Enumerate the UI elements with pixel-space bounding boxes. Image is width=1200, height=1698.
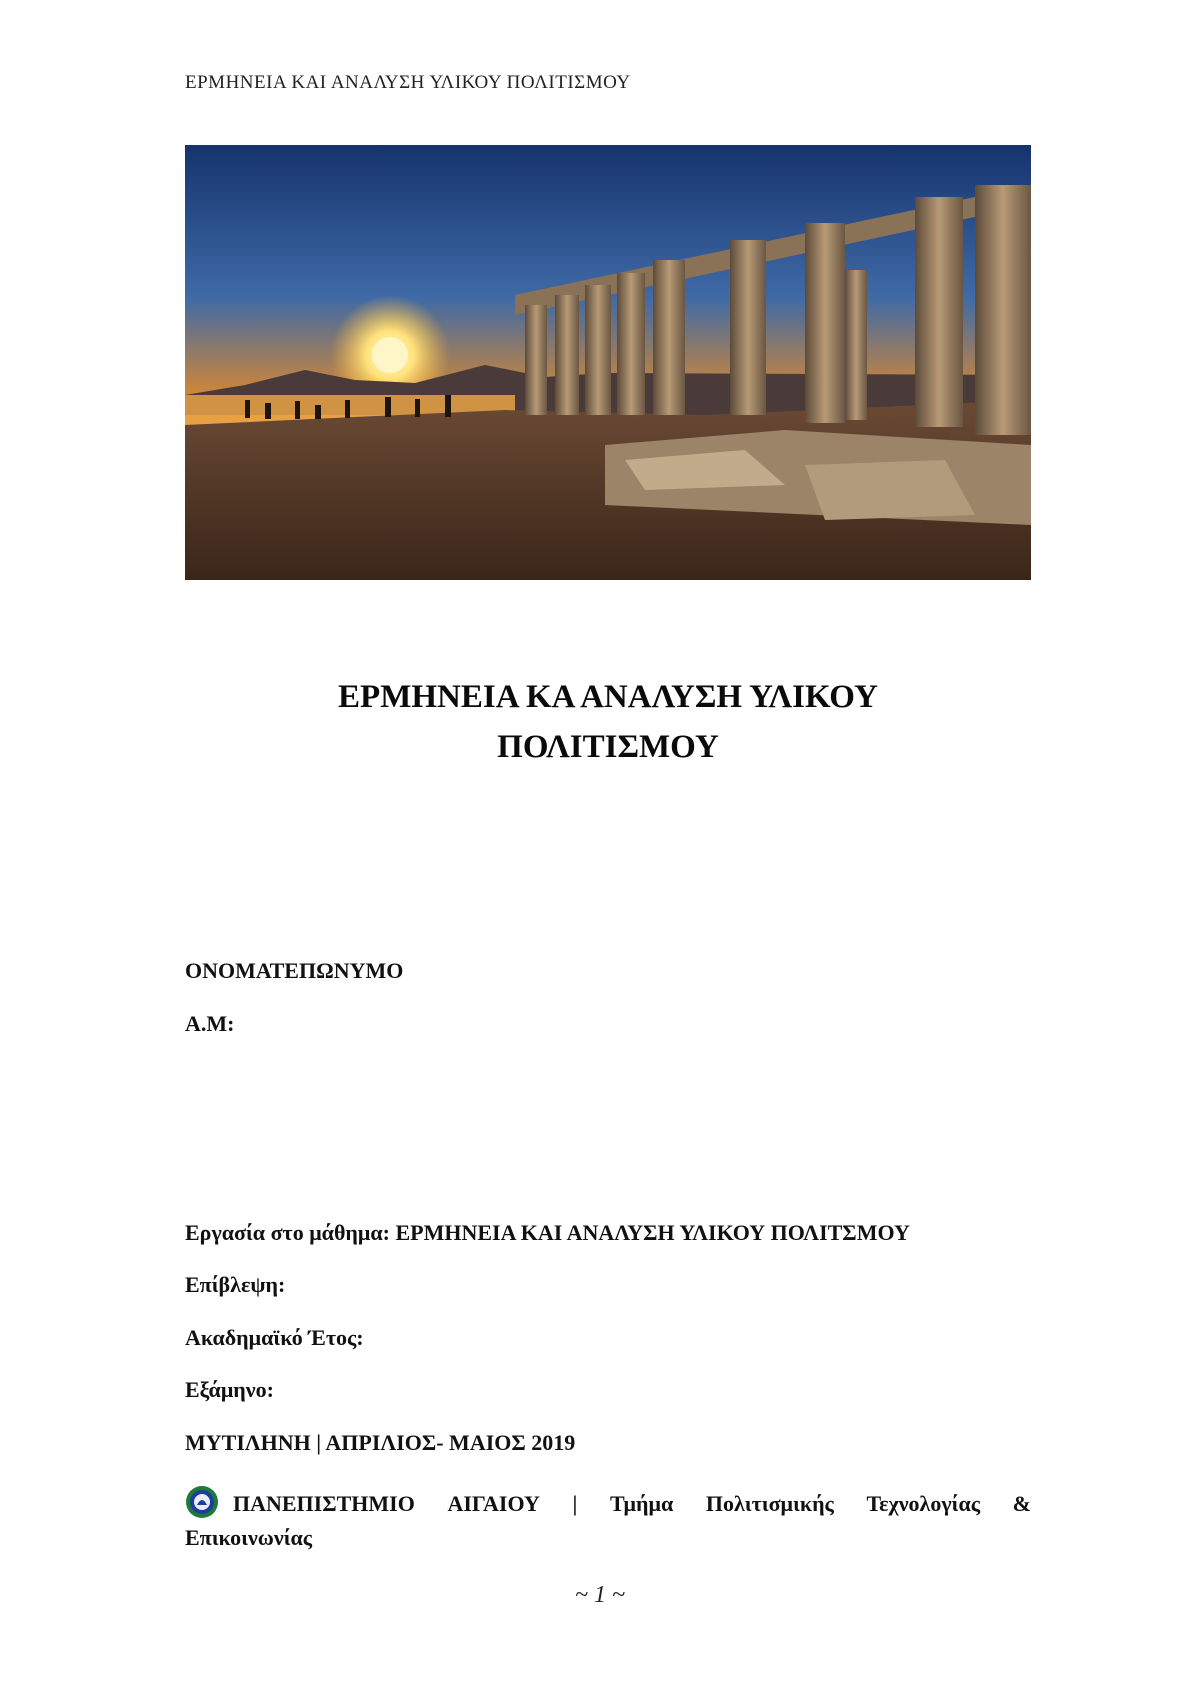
department-word-5: Επικοινωνίας bbox=[185, 1525, 313, 1550]
document-title bbox=[185, 672, 1031, 772]
student-name-label: ΟΝΟΜΑΤΕΠΩΝΥΜΟ bbox=[185, 958, 404, 983]
department-word-1: Τμήμα bbox=[610, 1491, 674, 1516]
supervision-label: Επίβλεψη: bbox=[185, 1272, 286, 1297]
assignment-course-line: Εργασία στο μάθημα: ΕΡΜΗΝΕΙΑ ΚΑΙ ΑΝΑΛΥΣΗ ΥΛΙΚΟΥ ΠΟΛΙΤΣΜΟΥ bbox=[185, 1220, 910, 1245]
department-word-2: Πολιτισμικής bbox=[705, 1491, 834, 1516]
title-line-1: ΕΡΜΗΝΕΙΑ ΚΑ ΑΝΑΛΥΣΗ ΥΛΙΚΟΥ bbox=[338, 679, 878, 715]
department-word-4: & bbox=[1012, 1491, 1031, 1516]
page-number: ~ 1 ~ bbox=[575, 1582, 625, 1608]
university-name-2: ΑΙΓΑΙΟΥ bbox=[447, 1491, 540, 1516]
place-date: ΜΥΤΙΛΗΝΗ | ΑΠΡΙΛΙΟΣ- ΜΑΙΟΣ 2019 bbox=[185, 1430, 576, 1455]
department-word-3: Τεχνολογίας bbox=[866, 1491, 981, 1516]
university-separator: | bbox=[572, 1491, 578, 1516]
cover-photo bbox=[185, 145, 1031, 580]
university-line bbox=[185, 1485, 1031, 1521]
semester-label: Εξάμηνο: bbox=[185, 1377, 274, 1402]
student-id-label: Α.Μ: bbox=[185, 1011, 235, 1036]
title-line-2: ΠΟΛΙΤΙΣΜΟΥ bbox=[497, 729, 719, 765]
academic-year-label: Ακαδημαϊκό Έτος: bbox=[185, 1325, 364, 1350]
university-seal-icon bbox=[185, 1485, 219, 1519]
running-header: ΕΡΜΗΝΕΙΑ ΚΑΙ ΑΝΑΛΥΣΗ ΥΛΙΚΟΥ ΠΟΛΙΤΙΣΜΟΥ bbox=[185, 72, 631, 93]
university-info bbox=[185, 1485, 1031, 1555]
university-name: ΠΑΝΕΠΙΣΤΗΜΙΟ bbox=[233, 1491, 415, 1516]
